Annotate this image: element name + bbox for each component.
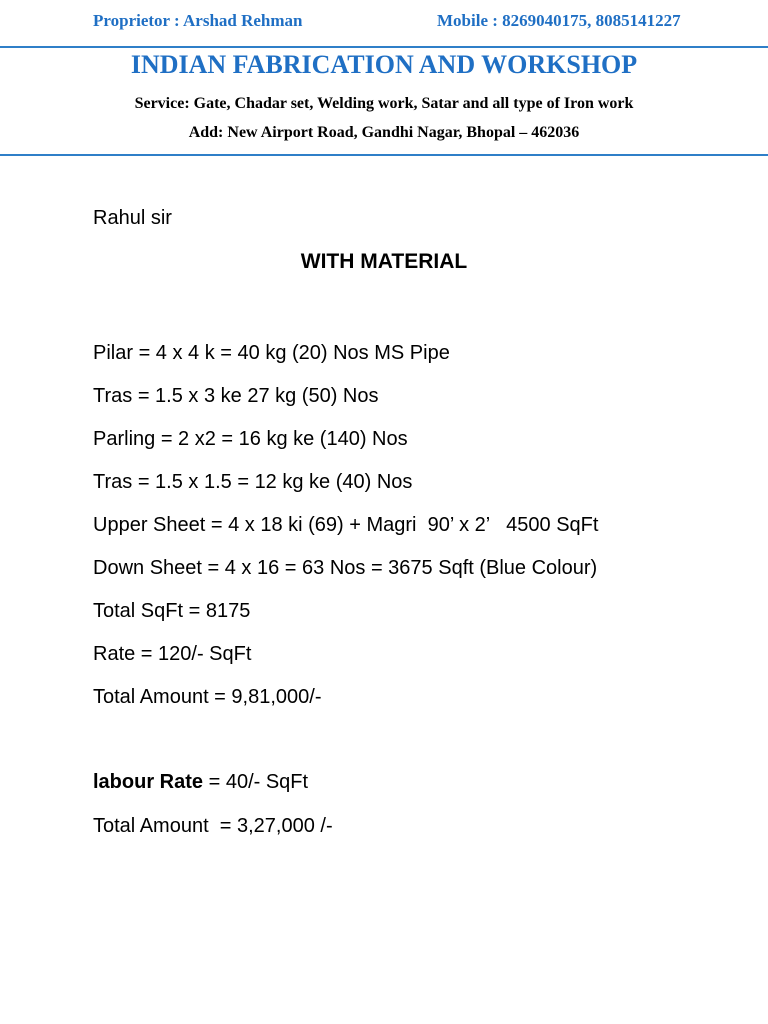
item-line-parling: Parling = 2 x2 = 16 kg ke (140) Nos bbox=[93, 428, 408, 450]
section-heading: WITH MATERIAL bbox=[300, 250, 468, 273]
service-line: Service: Gate, Chadar set, Welding work, Satar and all type of Iron work bbox=[134, 95, 634, 112]
header-divider-bottom bbox=[0, 154, 768, 156]
address-line: Add: New Airport Road, Gandhi Nagar, Bhopal – 462036 bbox=[188, 124, 580, 141]
labour-rate-line bbox=[93, 770, 308, 794]
letterhead-top-bar bbox=[0, 10, 768, 34]
total-sqft-line: Total SqFt = 8175 bbox=[93, 600, 251, 622]
item-line-tras-1: Tras = 1.5 x 3 ke 27 kg (50) Nos bbox=[93, 385, 379, 407]
mobile-numbers: Mobile : 8269040175, 8085141227 bbox=[437, 11, 681, 30]
item-line-down-sheet: Down Sheet = 4 x 16 = 63 Nos = 3675 Sqft (Blue Colour) bbox=[93, 557, 598, 579]
company-name: INDIAN FABRICATION AND WORKSHOP bbox=[130, 50, 638, 79]
item-line-tras-2: Tras = 1.5 x 1.5 = 12 kg ke (40) Nos bbox=[93, 471, 413, 493]
proprietor-name: Proprietor : Arshad Rehman bbox=[93, 11, 303, 30]
item-line-pilar: Pilar = 4 x 4 k = 40 kg (20) Nos MS Pipe bbox=[93, 342, 450, 364]
total-amount-line: Total Amount = 9,81,000/- bbox=[93, 686, 322, 708]
salutation: Rahul sir bbox=[93, 207, 172, 229]
rate-line: Rate = 120/- SqFt bbox=[93, 643, 252, 665]
header-divider-top bbox=[0, 46, 768, 48]
labour-rate-value: = 40/- SqFt bbox=[203, 771, 309, 793]
labour-total-line: Total Amount = 3,27,000 /- bbox=[93, 815, 333, 837]
item-line-upper-sheet: Upper Sheet = 4 x 18 ki (69) + Magri 90’ x 2’ 4500 SqFt bbox=[93, 514, 599, 536]
labour-rate-label: labour Rate bbox=[93, 771, 204, 793]
